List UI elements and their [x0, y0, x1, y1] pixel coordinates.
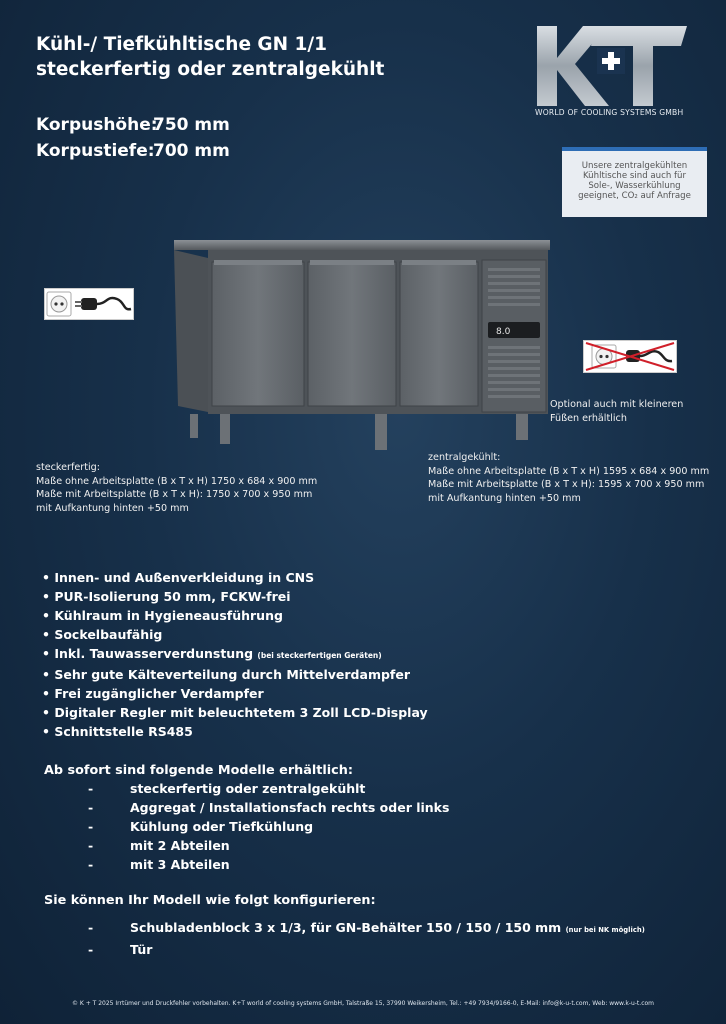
models-heading: Ab sofort sind folgende Modelle erhältlich:	[44, 763, 353, 778]
title-line-2: steckerfertig oder zentralgekühlt	[36, 59, 385, 80]
feature-item: • Schnittstelle RS485	[42, 724, 193, 739]
optional-feet-note	[550, 398, 683, 425]
footer: © K + T 2025 Irrtümer und Druckfehler vorbehalten. K+T world of cooling systems GmbH, Talstraße 15, 37990 Weikersheim, Tel.: +49 7934/9166-0, E-Mail: info@k-u-t.com, Web: www.k-u-t.com	[71, 1000, 655, 1007]
info-box	[562, 147, 707, 217]
config-item: - Schubladenblock 3 x 1/3, für GN-Behälter 150 / 150 / 150 mm (nur bei NK möglich)	[88, 920, 645, 935]
feature-item: • Sehr gute Kälteverteilung durch Mittelverdampfer	[42, 667, 410, 682]
config-item: - Tür	[88, 942, 153, 957]
info-line: Kühltische sind auch für	[582, 171, 687, 181]
spec-label: zentralgekühlt:	[428, 452, 501, 463]
model-item: - Aggregat / Installationsfach rechts oder links	[88, 800, 450, 815]
zentralgekuehlt-specs	[428, 451, 709, 505]
feature-item: • Digitaler Regler mit beleuchtetem 3 Zoll LCD-Display	[42, 705, 428, 720]
spec-line: Maße mit Arbeitsplatte (B x T x H): 1750 x 700 x 950 mm	[36, 489, 313, 500]
dimension-value: 750 mm	[153, 115, 230, 135]
model-item: - mit 2 Abteilen	[88, 838, 230, 853]
feature-item: • Sockelbaufähig	[42, 627, 163, 642]
info-line: Sole-, Wasserkühlung	[588, 181, 681, 191]
info-line: Unsere zentralgekühlten	[581, 161, 688, 171]
dimension-height	[36, 115, 230, 135]
dimension-label: Korpustiefe:	[36, 141, 155, 161]
config-heading: Sie können Ihr Modell wie folgt konfigurieren:	[44, 893, 376, 908]
model-item: - Kühlung oder Tiefkühlung	[88, 819, 314, 834]
feature-item: • Kühlraum in Hygieneausführung	[42, 608, 283, 623]
info-line: geeignet, CO₂ auf Anfrage	[578, 191, 691, 201]
feature-item: • Frei zugänglicher Verdampfer	[42, 686, 264, 701]
spec-line: Maße ohne Arbeitsplatte (B x T x H) 1750 x 684 x 900 mm	[36, 475, 318, 487]
product-image	[170, 234, 554, 452]
feature-list	[42, 568, 428, 741]
note-line: Optional auch mit kleineren	[550, 399, 684, 410]
spec-line: mit Aufkantung hinten +50 mm	[36, 502, 189, 514]
spec-label: steckerfertig:	[36, 462, 100, 473]
page-title	[36, 32, 384, 82]
feature-note: (bei steckerfertigen Geräten)	[257, 651, 382, 660]
dimension-depth	[36, 141, 230, 161]
feature-item: • PUR-Isolierung 50 mm, FCKW-frei	[42, 589, 291, 604]
title-line-1: Kühl-/ Tiefkühltische GN 1/1	[36, 34, 328, 55]
kt-logo-icon	[535, 24, 690, 108]
spec-line: Maße ohne Arbeitsplatte (B x T x H) 1595 x 684 x 900 mm	[428, 465, 710, 477]
display-readout: 8.0	[496, 327, 511, 337]
steckerfertig-specs	[36, 461, 317, 515]
model-item: - mit 3 Abteilen	[88, 857, 230, 872]
spec-line: mit Aufkantung hinten +50 mm	[428, 492, 581, 504]
feature-item: • Innen- und Außenverkleidung in CNS	[42, 570, 315, 585]
model-item: - steckerfertig oder zentralgekühlt	[88, 781, 366, 796]
plug-icon	[44, 288, 134, 320]
dimension-value: 700 mm	[153, 141, 230, 161]
feature-item: • Inkl. Tauwasserverdunstung (bei steckerfertigen Geräten)	[42, 646, 382, 661]
logo-subtitle: WORLD OF COOLING SYSTEMS GMBH	[535, 108, 684, 117]
no-plug-icon	[583, 340, 677, 373]
config-note: (nur bei NK möglich)	[565, 926, 645, 934]
note-line: Füßen erhältlich	[550, 412, 627, 424]
dimension-label: Korpushöhe:	[36, 115, 158, 135]
spec-line: Maße mit Arbeitsplatte (B x T x H): 1595 x 700 x 950 mm	[428, 479, 705, 490]
